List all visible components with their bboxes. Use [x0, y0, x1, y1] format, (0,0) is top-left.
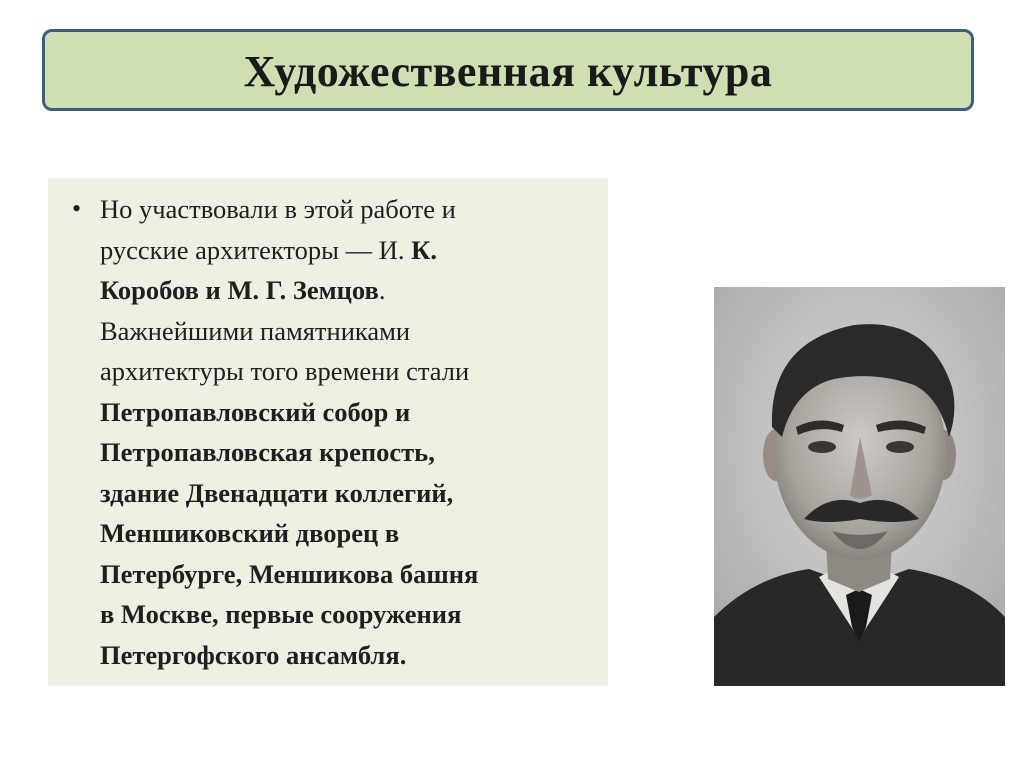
text-line-bold: К. [411, 234, 437, 265]
text-line: архитектуры того времени стали [100, 356, 470, 386]
portrait-illustration [714, 287, 1005, 686]
architect-names: Коробов и М. Г. Земцов [100, 275, 379, 305]
monument-line: Петропавловский собор и [100, 396, 411, 427]
monument-line: в Москве, первые сооружения [100, 599, 462, 629]
bullet-text [100, 189, 478, 675]
monument-line: Петропавловская крепость, [100, 437, 435, 467]
monument-line: Петергофского ансамбля. [100, 639, 407, 670]
bullet-item [72, 189, 590, 675]
bullet-dot-icon: • [72, 194, 82, 223]
text-line: русские архитекторы — И. [100, 234, 412, 265]
monument-line: здание Двенадцати коллегий, [100, 477, 454, 508]
text-line: Но участвовали в этой работе и [100, 194, 456, 224]
monument-line: Меншиковский дворец в [100, 518, 400, 548]
text-line: . [378, 275, 386, 305]
portrait-photo [714, 287, 1005, 686]
text-panel [48, 178, 608, 686]
monument-line: Петербурге, Меншикова башня [100, 558, 479, 589]
title-banner [42, 29, 974, 111]
slide-title: Художественная культура [243, 46, 773, 96]
text-line: Важнейшими памятниками [100, 315, 411, 346]
